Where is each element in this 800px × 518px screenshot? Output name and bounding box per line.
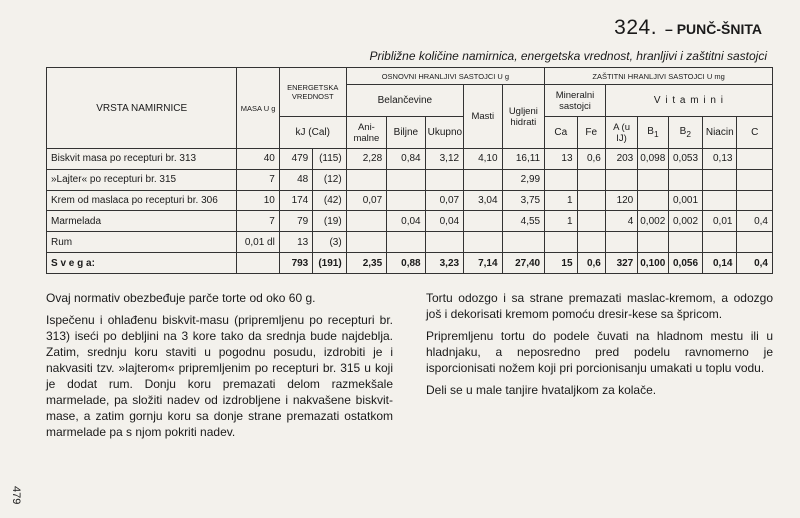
cell-masa: 7 — [237, 169, 280, 190]
b1-label: B — [647, 126, 654, 137]
cell-ugh — [502, 232, 545, 253]
header-proteins: Belančevine — [346, 85, 463, 117]
cell-kj: 48 — [279, 169, 312, 190]
header-vitamin-b2 — [668, 117, 702, 149]
cell-masa — [237, 253, 280, 274]
cell-masti: 4,10 — [464, 149, 502, 170]
cell-cal: (191) — [313, 253, 346, 274]
header-animal: Ani- malne — [346, 117, 386, 149]
cell-c — [737, 232, 773, 253]
paragraph: Ispečenu i ohlađenu biskvit-masu (pripremljenu po recepturi br. 313) iseći po debljini na 3 kore tako da srednja bude najdeblja. Zatim, srednju koru staviti u pogodnu posudu, izdrobiti je i nakvasiti tzv. »lajterom« pripremljenim po recepturi br. 315 u koji je dodat rum. Donju koru premazati delom razmekšale marmelade, pa složiti nadev od izdrobljene i nakvašene biskvit-mase, a zatim gornju koru sa donje strane premazati ostatkom marmelade pa s njom pokriti nadev. — [46, 313, 393, 439]
cell-uk: 3,12 — [425, 149, 463, 170]
cell-fe: 0,6 — [577, 253, 605, 274]
cell-cal: (3) — [313, 232, 346, 253]
cell-cal: (19) — [313, 211, 346, 232]
paragraph: Tortu odozgo i sa strane premazati maslac-kremom, a odozgo još i dekorisati kremom pomoću dresir-kese sa špricom. — [426, 291, 773, 321]
b1-subscript: 1 — [653, 129, 659, 139]
cell-ani: 0,07 — [346, 190, 386, 211]
cell-niacin: 0,14 — [703, 253, 737, 274]
cell-ugh: 27,40 — [502, 253, 545, 274]
cell-kj: 479 — [279, 149, 312, 170]
cell-kj: 793 — [279, 253, 312, 274]
cell-name: Rum — [47, 232, 237, 253]
cell-bilj: 0,88 — [387, 253, 425, 274]
cell-a: 4 — [605, 211, 637, 232]
cell-bilj: 0,04 — [387, 211, 425, 232]
cell-masti: 7,14 — [464, 253, 502, 274]
cell-uk — [425, 232, 463, 253]
header-total-protein: Ukupno — [425, 117, 463, 149]
cell-uk — [425, 169, 463, 190]
method-text-left — [46, 290, 393, 446]
b2-label: B — [679, 126, 687, 137]
cell-ca — [545, 232, 577, 253]
cell-masti — [464, 232, 502, 253]
table-row — [47, 211, 773, 232]
cell-b1 — [638, 232, 668, 253]
b2-subscript: 2 — [686, 129, 691, 139]
page-header — [614, 16, 762, 40]
header-vitamin-c: C — [737, 117, 773, 149]
table-subtitle: Približne količine namirnica, energetska vrednost, hranljivi i zaštitni sastojci — [369, 49, 767, 63]
cell-masti: 3,04 — [464, 190, 502, 211]
cell-niacin — [703, 190, 737, 211]
header-food-name: VRSTA NAMIRNICE — [47, 68, 237, 149]
cell-kj: 174 — [279, 190, 312, 211]
header-protective-nutrients: ZAŠTITNI HRANLJIVI SASTOJCI U mg — [545, 68, 773, 85]
paragraph: Pripremljenu tortu do podele čuvati na hladnom mestu ili u hladnjaku, a neposredno pred podelu ravnomerno je isporcionisati nožem koji pri porcionisanju umakati u toplu vodu. — [426, 329, 773, 375]
cell-ugh: 2,99 — [502, 169, 545, 190]
cell-b1: 0,100 — [638, 253, 668, 274]
header-carbohydrates: Ugljeni hidrati — [502, 85, 545, 149]
cell-a — [605, 169, 637, 190]
table-row — [47, 232, 773, 253]
cell-c — [737, 149, 773, 170]
cell-niacin — [703, 169, 737, 190]
header-minerals: Mineralni sastojci — [545, 85, 606, 117]
method-text-right — [426, 290, 773, 404]
table-total-row — [47, 253, 773, 274]
header-plant: Biljne — [387, 117, 425, 149]
cell-a: 203 — [605, 149, 637, 170]
cell-b1 — [638, 190, 668, 211]
cell-bilj — [387, 190, 425, 211]
cell-uk: 0,04 — [425, 211, 463, 232]
recipe-title: – PUNČ-ŠNITA — [665, 21, 762, 37]
cell-fe — [577, 169, 605, 190]
table-row — [47, 169, 773, 190]
cell-cal: (115) — [313, 149, 346, 170]
cell-ca: 1 — [545, 211, 577, 232]
header-fe: Fe — [577, 117, 605, 149]
cell-ca: 13 — [545, 149, 577, 170]
header-vitamin-b1 — [638, 117, 668, 149]
cell-a: 120 — [605, 190, 637, 211]
cell-ca: 1 — [545, 190, 577, 211]
cell-cal: (12) — [313, 169, 346, 190]
cell-niacin: 0,13 — [703, 149, 737, 170]
cell-masti — [464, 169, 502, 190]
cell-masa: 7 — [237, 211, 280, 232]
cell-name: S v e g a: — [47, 253, 237, 274]
cell-b2: 0,001 — [668, 190, 702, 211]
cell-b1: 0,002 — [638, 211, 668, 232]
cell-a — [605, 232, 637, 253]
cell-name: Marmelada — [47, 211, 237, 232]
cell-kj: 79 — [279, 211, 312, 232]
cell-ca — [545, 169, 577, 190]
cell-name: »Lajter« po recepturi br. 315 — [47, 169, 237, 190]
page-number: 479 — [10, 486, 22, 505]
cell-c — [737, 190, 773, 211]
header-energy: ENERGETSKA VREDNOST — [279, 68, 346, 117]
header-kj-cal: kJ (Cal) — [279, 117, 346, 149]
cell-c: 0,4 — [737, 253, 773, 274]
header-ca: Ca — [545, 117, 577, 149]
cell-fe: 0,6 — [577, 149, 605, 170]
cell-cal: (42) — [313, 190, 346, 211]
cell-ani — [346, 232, 386, 253]
cell-ani — [346, 211, 386, 232]
cell-c: 0,4 — [737, 211, 773, 232]
cell-b1: 0,098 — [638, 149, 668, 170]
cell-name: Biskvit masa po recepturi br. 313 — [47, 149, 237, 170]
paragraph: Ovaj normativ obezbeđuje parče torte od oko 60 g. — [46, 291, 316, 305]
cell-niacin — [703, 232, 737, 253]
table-row — [47, 149, 773, 170]
cell-ca: 15 — [545, 253, 577, 274]
cell-c — [737, 169, 773, 190]
header-vitamin-a: A (u IJ) — [605, 117, 637, 149]
header-basic-nutrients: OSNOVNI HRANLJIVI SASTOJCI U g — [346, 68, 544, 85]
nutrition-table — [46, 67, 773, 274]
cell-masa: 40 — [237, 149, 280, 170]
cell-masa: 10 — [237, 190, 280, 211]
cell-ani: 2,28 — [346, 149, 386, 170]
cell-b2: 0,002 — [668, 211, 702, 232]
cell-b2: 0,056 — [668, 253, 702, 274]
header-vitamins: V i t a m i n i — [605, 85, 772, 117]
cell-ugh: 16,11 — [502, 149, 545, 170]
cell-uk: 3,23 — [425, 253, 463, 274]
cell-fe — [577, 211, 605, 232]
cell-name: Krem od maslaca po recepturi br. 306 — [47, 190, 237, 211]
cell-ani: 2,35 — [346, 253, 386, 274]
cell-bilj — [387, 169, 425, 190]
cell-bilj: 0,84 — [387, 149, 425, 170]
cell-masti — [464, 211, 502, 232]
paragraph: Deli se u male tanjire hvataljkom za kolače. — [426, 383, 657, 397]
table-body — [47, 149, 773, 274]
cell-b2 — [668, 169, 702, 190]
cell-ani — [346, 169, 386, 190]
cell-bilj — [387, 232, 425, 253]
header-niacin: Niacin — [703, 117, 737, 149]
cell-fe — [577, 190, 605, 211]
cell-b2 — [668, 232, 702, 253]
cell-kj: 13 — [279, 232, 312, 253]
cell-niacin: 0,01 — [703, 211, 737, 232]
cell-b2: 0,053 — [668, 149, 702, 170]
header-mass: MASA U g — [237, 68, 280, 149]
cell-uk: 0,07 — [425, 190, 463, 211]
table-row — [47, 190, 773, 211]
cell-ugh: 3,75 — [502, 190, 545, 211]
cell-ugh: 4,55 — [502, 211, 545, 232]
cell-masa: 0,01 dl — [237, 232, 280, 253]
cell-b1 — [638, 169, 668, 190]
recipe-number: 324. — [614, 16, 658, 39]
header-fats: Masti — [464, 85, 502, 149]
cell-a: 327 — [605, 253, 637, 274]
cell-fe — [577, 232, 605, 253]
